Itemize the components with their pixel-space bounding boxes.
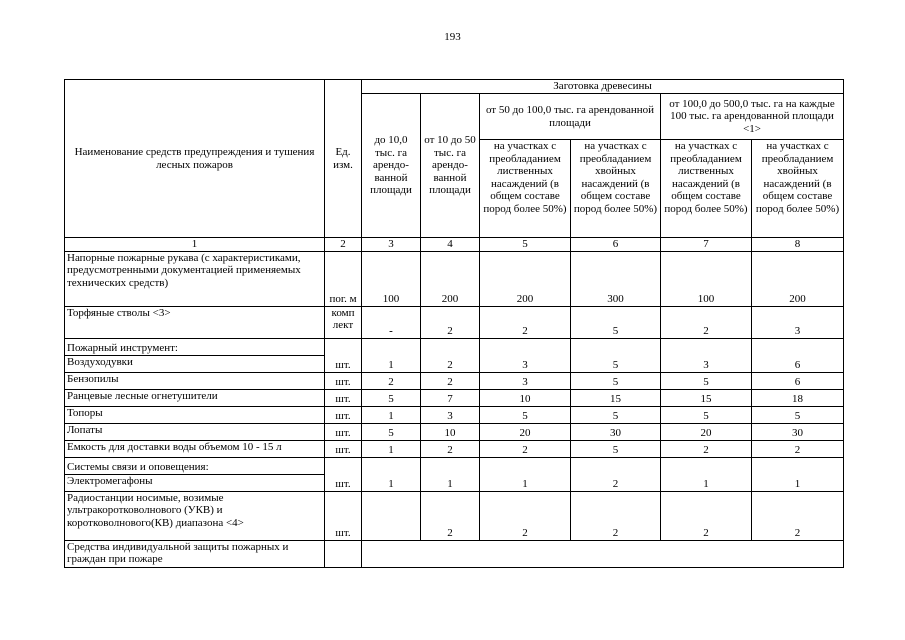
page-number: 193 [444, 31, 461, 43]
row-name: Ранцевые лесные огнетушители [65, 389, 325, 406]
row-value: 1 [362, 440, 421, 457]
row-value: 6 [752, 355, 844, 372]
row-value: 2 [661, 491, 752, 540]
table-row [65, 355, 844, 372]
row-value: 2 [421, 355, 480, 372]
table-row [65, 338, 844, 355]
row-value: 100 [362, 251, 421, 306]
row-value: 5 [571, 372, 661, 389]
header-subgroup-a-cell [480, 94, 661, 140]
row-value: 5 [571, 306, 661, 338]
table-row [65, 389, 844, 406]
row-value: 1 [362, 355, 421, 372]
row-value: 3 [752, 306, 844, 338]
row-unit: шт. [325, 474, 362, 491]
section-title: Пожарный инструмент: [65, 338, 325, 355]
row-value: 2 [480, 440, 571, 457]
row-value: 30 [571, 423, 661, 440]
col-number: 6 [571, 238, 661, 252]
row-value: 2 [480, 306, 571, 338]
header-subgroup-b: от 100,0 до 500,0 тыс. га на каждые 100 тыс. га арендованной площади <1> [669, 97, 835, 135]
header-group-cell [362, 80, 844, 94]
row-value: 5 [362, 423, 421, 440]
row-value: 200 [480, 251, 571, 306]
row-value: 15 [661, 389, 752, 406]
row-name: Бензопилы [65, 372, 325, 389]
col-number: 3 [362, 238, 421, 252]
row-name: Электромегафоны [65, 474, 325, 491]
header-subgroup-a: от 50 до 100,0 тыс. га арендованной площади [485, 104, 655, 129]
header-subgroup-b-cell [661, 94, 844, 140]
table-row [65, 540, 844, 567]
table-row [65, 491, 844, 540]
row-name: Емкость для доставки воды объемом 10 - 15 л [65, 440, 325, 457]
row-value: 18 [752, 389, 844, 406]
row-value: 5 [661, 372, 752, 389]
row-value: 5 [661, 406, 752, 423]
row-unit: шт. [325, 355, 362, 372]
row-value: 200 [752, 251, 844, 306]
row-value: 20 [661, 423, 752, 440]
table-row [65, 457, 844, 474]
header-col7-cell [661, 140, 752, 238]
header-col6: на участках с преобладанием хвойных насаждений (в общем составе пород более 50%) [573, 140, 658, 215]
header-col5-cell [480, 140, 571, 238]
row-value: 2 [421, 440, 480, 457]
row-value: 1 [661, 474, 752, 491]
header-unit-cell [325, 80, 362, 238]
header-col8-cell [752, 140, 844, 238]
table-row [65, 423, 844, 440]
row-value: 100 [661, 251, 752, 306]
header-unit: Ед. изм. [333, 146, 353, 171]
row-value: 10 [421, 423, 480, 440]
col-number: 8 [752, 238, 844, 252]
row-value: 3 [661, 355, 752, 372]
header-col3: до 10,0 тыс. га арендо-ванной площади [370, 134, 412, 197]
row-value: 10 [480, 389, 571, 406]
row-value: 15 [571, 389, 661, 406]
row-unit: шт. [325, 406, 362, 423]
section-title: Системы связи и оповещения: [65, 457, 325, 474]
row-value: 1 [752, 474, 844, 491]
row-value [362, 491, 421, 540]
row-value: 2 [571, 474, 661, 491]
table-row [65, 372, 844, 389]
row-name: Лопаты [65, 423, 325, 440]
table-row [65, 251, 844, 306]
row-value: 2 [661, 440, 752, 457]
row-value: 5 [480, 406, 571, 423]
row-value: 5 [571, 440, 661, 457]
col-number: 5 [480, 238, 571, 252]
row-unit-part: комп [331, 306, 355, 319]
header-col4: от 10 до 50 тыс. га арендо-ванной площади [424, 134, 476, 197]
row-value: 3 [480, 355, 571, 372]
row-values-merged [362, 540, 844, 567]
row-value: 3 [421, 406, 480, 423]
row-name: Топоры [65, 406, 325, 423]
header-col8: на участках с преобладанием хвойных насаждений (в общем составе пород более 50%) [755, 140, 840, 215]
row-value: 2 [421, 306, 480, 338]
row-unit: шт. [325, 440, 362, 457]
row-value: 1 [421, 474, 480, 491]
row-value: 2 [661, 306, 752, 338]
row-name: Воздуходувки [65, 355, 325, 372]
col-number: 7 [661, 238, 752, 252]
row-value: 6 [752, 372, 844, 389]
table-row [65, 406, 844, 423]
row-value: 3 [480, 372, 571, 389]
row-unit: шт. [325, 372, 362, 389]
row-unit [325, 306, 362, 338]
row-name: Торфяные стволы <3> [65, 306, 325, 338]
table-row [65, 440, 844, 457]
row-value: 5 [362, 389, 421, 406]
row-value: 1 [362, 406, 421, 423]
row-name: Радиостанции носимые, возимые ультракоротковолнового (УКВ) и коротковолнового(КВ) диапазона <4> [65, 491, 325, 540]
header-col3-cell [362, 94, 421, 238]
header-name-cell [65, 80, 325, 238]
row-unit: шт. [325, 389, 362, 406]
col-number: 2 [325, 238, 362, 252]
row-value: 5 [571, 406, 661, 423]
row-value: 30 [752, 423, 844, 440]
row-value: 300 [571, 251, 661, 306]
row-value: 2 [421, 491, 480, 540]
col-number: 4 [421, 238, 480, 252]
row-unit: шт. [325, 423, 362, 440]
row-value: 20 [480, 423, 571, 440]
row-value: 5 [571, 355, 661, 372]
row-value: 1 [362, 474, 421, 491]
header-col6-cell [571, 140, 661, 238]
table-row [65, 306, 844, 338]
row-unit: пог. м [325, 251, 362, 306]
header-col4-cell [421, 94, 480, 238]
col-number: 1 [65, 238, 325, 252]
row-value: 2 [421, 372, 480, 389]
row-value: - [362, 306, 421, 338]
row-value: 5 [752, 406, 844, 423]
row-unit [325, 540, 362, 567]
row-name: Напорные пожарные рукава (с характеристиками, предусмотренными документацией применяемых технических средств) [65, 251, 325, 306]
header-name: Наименование средств предупреждения и тушения лесных пожаров [74, 146, 315, 171]
table-row [65, 474, 844, 491]
row-value: 2 [362, 372, 421, 389]
row-unit-part: лект [332, 319, 354, 331]
column-number-row [65, 238, 844, 252]
row-value: 2 [480, 491, 571, 540]
header-group: Заготовка древесины [553, 80, 652, 93]
row-value: 2 [752, 440, 844, 457]
row-unit: шт. [325, 491, 362, 540]
row-value: 2 [752, 491, 844, 540]
header-col7: на участках с преобладанием лиственных насаждений (в общем составе пород более 50%) [664, 140, 748, 215]
row-value: 2 [571, 491, 661, 540]
row-value: 7 [421, 389, 480, 406]
row-value: 1 [480, 474, 571, 491]
fire-equipment-table [64, 79, 844, 568]
row-name: Средства индивидуальной защиты пожарных и граждан при пожаре [65, 540, 325, 567]
header-col5: на участках с преобладанием лиственных насаждений (в общем составе пород более 50%) [483, 140, 567, 215]
row-value: 200 [421, 251, 480, 306]
